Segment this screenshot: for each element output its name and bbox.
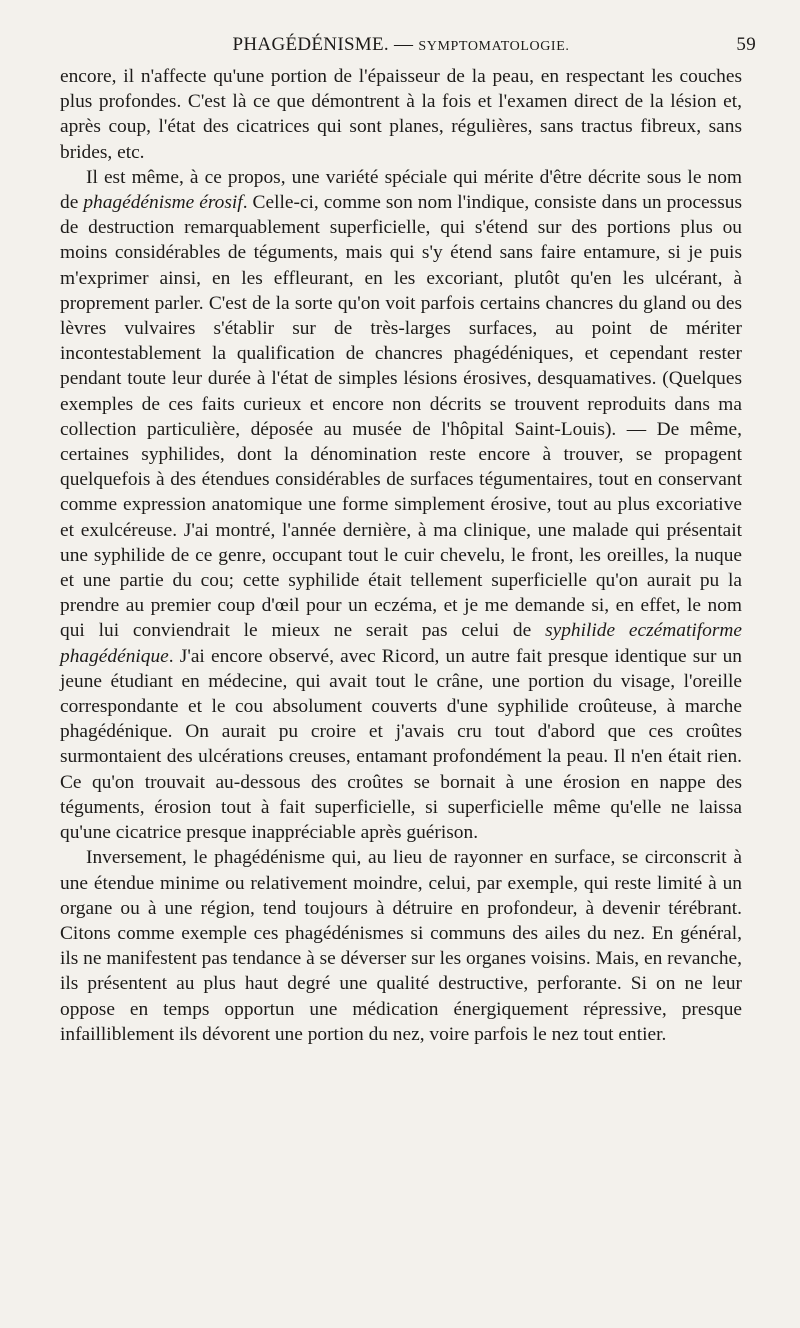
paragraph-continued xyxy=(60,64,742,165)
paragraph-inversement xyxy=(60,845,742,1047)
paragraph-text: encore, il n'affecte qu'une portion de l'épaisseur de la peau, en respectant les couches plus profondes. C'est là ce que démontrent à la fois et l'examen direct de la lésion et, après coup, l'état des cicatrices qui sont planes, régulières, sans tractus fibreux, sans brides, etc. xyxy=(60,66,742,163)
paragraph-text: Inversement, le phagédénisme qui, au lieu de rayonner en surface, se circonscrit à une étendue minime ou relativement moindre, celui, par exemple, qui reste limité à un organe ou à une région, tend toujours à détruire en profondeur, à devenir térébrant. Citons comme exemple ces phagédénismes si communs des ailes du nez. En général, ils ne manifestent pas tendance à se déverser sur les organes voisins. Mais, en revanche, ils présentent au plus haut degré une qualité destructive, perforante. Si on ne leur oppose en temps opportun une médication énergiquement répressive, presque infailliblement ils dévorent une portion du nez, voire parfois le nez tout entier. xyxy=(60,847,742,1045)
running-head-dash: — xyxy=(394,34,414,55)
paragraph-text: . Celle-ci, comme son nom l'indique, consiste dans un processus de destruction remarquablement superficielle, qui s'étend sur des portions plus ou moins considérables de téguments, mais qui s'y étend sans faire entamure, si je puis m'exprimer ainsi, en les effleurant, en les excoriant, plutôt qu'en les ulcérant, à proprement parler. C'est de la sorte qu'on voit parfois certains chancres du gland ou des lèvres vulvaires s'établir sur de très-larges surfaces, au point de mériter incontestablement la qualification de chancres phagédéniques, et cependant rester pendant toute leur durée à l'état de simples lésions érosives, desquamatives. (Quelques exemples de ces faits curieux et encore non décrits se trouvent reproduits dans ma collection particulière, déposée au musée de l'hôpital Saint-Louis). — De même, certaines syphilides, dont la dénomination reste encore à trouver, se propagent quelquefois à des étendues considérables de surfaces tégumentaires, tout en conservant comme expression anatomique une forme simplement érosive, tout au plus excoriative et exulcéreuse. J'ai montré, l'année dernière, à ma clinique, une malade qui présentait une syphilide de ce genre, occupant tout le cuir chevelu, le front, les oreilles, la nuque et une partie du cou; cette syphilide était tellement superficielle qu'on aurait pu la prendre au premier coup d'œil pour un eczéma, et je me demande si, en effet, le nom qui lui conviendrait le mieux ne serait pas celui de xyxy=(60,192,742,642)
running-head xyxy=(60,34,756,64)
paragraph-phagedenisme-erosif xyxy=(60,165,742,845)
running-head-title: PHAGÉDÉNISME. xyxy=(232,34,389,55)
paragraph-text: . J'ai encore observé, avec Ricord, un autre fait presque identique sur un jeune étudiant en médecine, qui avait tout le crâne, une portion du visage, l'oreille correspondante et le cou absolument couverts d'une syphilide croûteuse, à marche phagédénique. On aurait pu croire et j'avais cru tout d'abord que ces croûtes surmontaient des ulcérations creuses, entamant profondément la peau. Il n'en était rien. Ce qu'on trouvait au-dessous des croûtes se bornait à une érosion en nappe des téguments, érosion tout à fait superficielle, si superficielle même qu'elle ne laissa qu'une cicatrice presque inappréciable après guérison. xyxy=(60,645,742,844)
italic-term-phagedenisme-erosif: phagédénisme érosif xyxy=(83,192,243,214)
italic-term-syphilide-eczematiforme: syphilide eczématiforme phagédénique xyxy=(60,620,742,667)
page-number: 59 xyxy=(736,34,756,55)
paragraph-text: Il est même, à ce propos, une variété spéciale qui mérite d'être décrite sous le nom de xyxy=(60,166,742,214)
running-head-section: SYMPTOMATOLOGIE. xyxy=(418,39,570,54)
body-text xyxy=(60,64,742,1047)
